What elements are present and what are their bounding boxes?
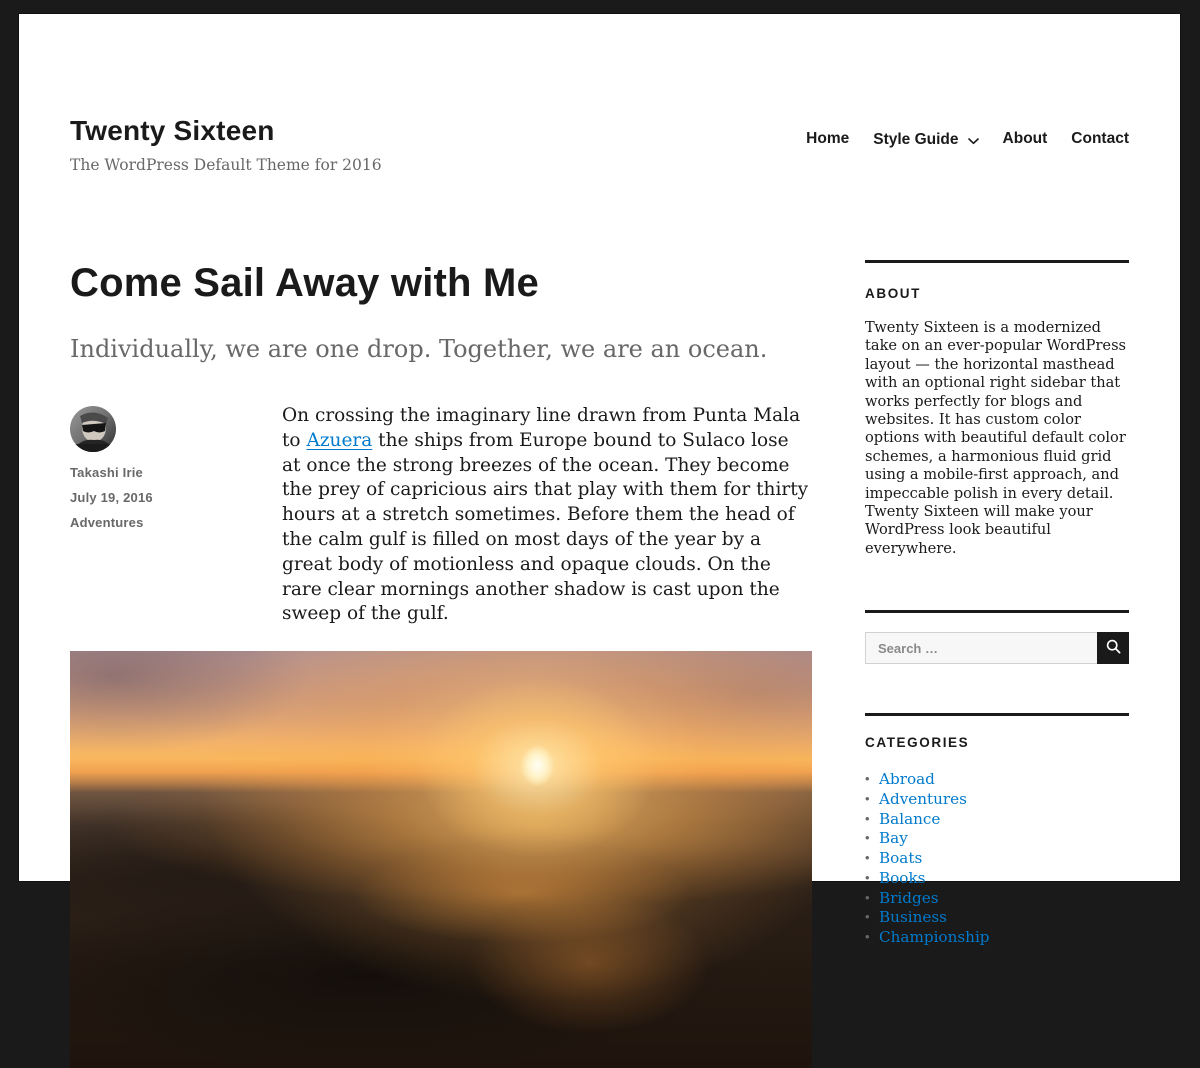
search-icon [1106,639,1121,657]
post-article [70,260,812,1068]
category-link-balance[interactable]: Balance [879,809,941,828]
post-meta [70,406,270,529]
category-item [865,810,1129,830]
about-text: Twenty Sixteen is a modernized take on an ever-popular WordPress layout — the horizontal masthead with an optional right sidebar that works perfectly for blogs and websites. It has custom color options with beautiful default color schemes, a harmonious fluid grid using a mobile-first approach, and impeccable polish in every detail. Twenty Sixteen will make your WordPress look beautiful everywhere. [865,319,1127,557]
category-link-boats[interactable]: Boats [879,849,923,868]
category-item [865,849,1129,869]
category-item [865,829,1129,849]
category-item [865,908,1129,928]
category-item [865,889,1129,909]
category-item [865,790,1129,810]
masthead [19,14,1180,175]
nav-item-contact[interactable]: Contact [1071,130,1129,147]
author-avatar [70,406,116,452]
post-date-link[interactable]: July 19, 2016 [70,490,153,505]
about-widget [865,260,1129,558]
categories-list [865,770,1129,947]
nav-item-about[interactable]: About [1002,130,1048,147]
paragraph-text-after: the ships from Europe bound to Sulaco lose at once the strong breezes of the ocean. They become the prey of capricious airs that play with them for thirty hours at a stretch sometimes. Before them the head of the calm gulf is filled on most days of the year by a great body of motionless and opaque clouds. On the rare clear mornings another shadow is cast upon the sweep of the gulf. [282,429,809,625]
nav-item-style-guide[interactable]: Style Guide [873,129,978,151]
site-container [19,14,1180,946]
paragraph-text-before: On crossing the imaginary line drawn from Punta Mala to [282,405,801,451]
search-form [865,632,1129,664]
search-submit-button[interactable] [1097,632,1129,664]
category-item [865,928,1129,948]
site-title-link[interactable]: Twenty Sixteen [70,115,275,146]
post-subtitle: Individually, we are one drop. Together, we are an ocean. [70,335,768,363]
category-link-bay[interactable]: Bay [879,829,908,848]
categories-heading: CATEGORIES [865,735,970,751]
category-link-bridges[interactable]: Bridges [879,888,939,907]
post-body [70,404,812,627]
category-link-abroad[interactable]: Abroad [879,770,935,789]
widget-divider [865,260,1129,263]
widget-divider [865,713,1129,716]
post-category-link[interactable]: Adventures [70,515,144,530]
post-title: Come Sail Away with Me [70,261,539,305]
azuera-link[interactable]: Azuera [306,429,373,451]
category-item [865,869,1129,889]
about-heading: ABOUT [865,286,921,301]
category-link-championship[interactable]: Championship [879,927,990,946]
chevron-down-icon[interactable] [968,131,979,151]
category-link-adventures[interactable]: Adventures [879,789,967,808]
content-area [19,260,1180,1068]
post-paragraph [282,404,812,627]
sidebar [865,260,1129,948]
category-link-business[interactable]: Business [879,908,947,927]
primary-nav [806,129,1129,151]
author-link[interactable]: Takashi Irie [70,465,143,480]
site-tagline: The WordPress Default Theme for 2016 [70,156,382,174]
nav-item-home[interactable]: Home [806,130,850,147]
site-branding [70,114,382,175]
search-widget [865,610,1129,664]
search-input[interactable] [865,632,1097,664]
category-link-books[interactable]: Books [879,868,926,887]
category-item [865,770,1129,790]
categories-widget [865,713,1129,947]
featured-image-sunset-ocean [70,651,812,1068]
widget-divider [865,610,1129,613]
